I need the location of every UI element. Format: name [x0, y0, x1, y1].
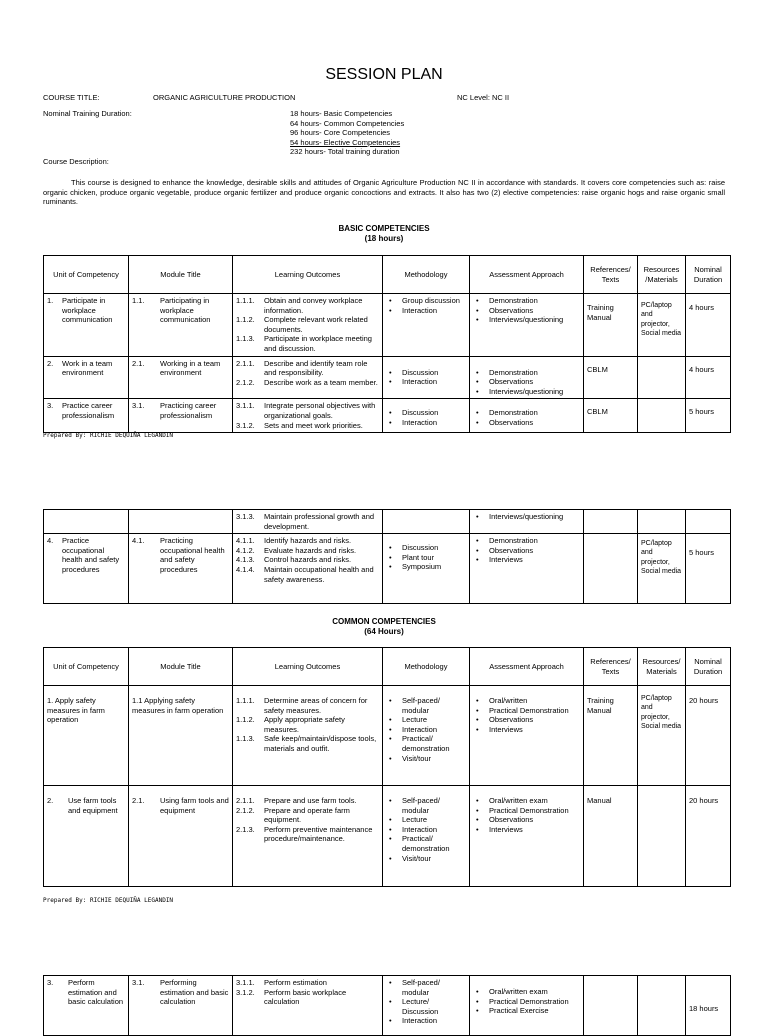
col-header-resources: Resources /Materials — [638, 256, 686, 294]
method-item: • Interaction — [386, 418, 466, 428]
outcome-item: 2.1.2. Prepare and operate farm equipment. — [236, 805, 350, 825]
bullet-icon: • — [476, 296, 479, 305]
basic-competencies-table — [43, 255, 731, 433]
assessment-item: • Observations — [473, 306, 580, 316]
unit-title: Participate in workplace communication — [62, 296, 113, 325]
duration-cell: 5 hours — [686, 534, 731, 604]
method-item: • Discussion — [386, 543, 466, 553]
bullet-icon: • — [389, 815, 392, 825]
course-description — [43, 178, 725, 207]
table-row — [44, 294, 731, 357]
bullet-icon: • — [389, 377, 392, 387]
module-title: Performing estimation and basic calculation — [160, 978, 229, 1007]
method-item: • Discussion — [386, 368, 466, 378]
outcome-item: 4.1.3. Control hazards and risks. — [236, 555, 352, 565]
unit-number: 3. — [47, 978, 54, 987]
outcome-item: 1.1.1. Determine areas of concern for safety measures. — [236, 696, 368, 715]
outcome-item: 2.1.1. Describe and identify team role and responsibility. — [236, 358, 368, 378]
method-item: • Interaction — [386, 1016, 466, 1026]
duration-cell: 18 hours — [686, 976, 731, 1036]
assessment-item: • Observations — [473, 715, 580, 725]
assessment-item: • Oral/written — [473, 696, 580, 706]
unit-number: 2. — [47, 358, 54, 368]
module-number: 3.1. — [132, 978, 145, 987]
duration-elective: 54 hours- Elective Competencies — [290, 137, 401, 147]
course-description-text: This course is designed to enhance the knowledge, desirable skills and attitudes of Organic Agriculture Production NC II in accordance with standards. It covers core competencies such as: raise organic chicken, produce organic vegetable, produce organic fertilizer and produce organic concoctions and extracts. It also has two (2) elective competencies: raise organic hogs and raise organic small ruminants. — [43, 178, 725, 207]
bullet-icon: • — [476, 987, 479, 996]
outcome-item: 3.1.3. Maintain professional growth and development. — [236, 512, 375, 531]
duration-cell: 4 hours — [686, 294, 731, 357]
module-title: Using farm tools and equipment — [160, 796, 229, 815]
method-item: • Practical/ demonstration — [386, 734, 466, 753]
outcome-item: 1.1.3. Safe keep/maintain/dispose tools, materials and outfit. — [236, 734, 377, 753]
common-competencies-table — [43, 647, 731, 887]
module-title: Practicing occupational health and safety procedures — [160, 536, 225, 574]
method-item: • Interaction — [386, 377, 466, 387]
bullet-icon: • — [389, 796, 392, 805]
description-label: Course Description: — [43, 157, 109, 166]
course-title-value: ORGANIC AGRICULTURE PRODUCTION — [153, 93, 296, 102]
bullet-icon: • — [476, 386, 479, 396]
bullet-icon: • — [389, 824, 392, 834]
bullet-icon: • — [476, 1006, 479, 1016]
unit-number: 3. — [47, 401, 54, 411]
bullet-icon: • — [389, 978, 392, 987]
module-number: 4.1. — [132, 536, 145, 546]
table-row — [44, 534, 731, 604]
bullet-icon: • — [476, 824, 479, 834]
bullet-icon: • — [476, 536, 479, 546]
bullet-icon: • — [389, 562, 392, 572]
bullet-icon: • — [476, 724, 479, 734]
unit-number: 4. — [47, 536, 54, 546]
table-row — [44, 510, 731, 534]
module-title: Working in a team environment — [160, 358, 221, 378]
assessment-item: • Interviews/questioning — [473, 315, 580, 325]
col-header-duration: Nominal Duration — [686, 648, 731, 686]
method-item: • Plant tour — [386, 553, 466, 563]
common-section-subtitle: (64 Hours) — [364, 627, 404, 636]
bullet-icon: • — [476, 705, 479, 715]
page-title: SESSION PLAN — [325, 66, 443, 83]
duration-cell: 5 hours — [686, 399, 731, 433]
bullet-icon: • — [389, 1016, 392, 1026]
duration-label: Nominal Training Duration: — [43, 109, 132, 118]
outcome-item: 1.1.1. Obtain and convey workplace information. — [236, 296, 363, 315]
basic-section-title: BASIC COMPETENCIES — [338, 224, 430, 233]
duration-basic: 18 hours- Basic Competencies — [290, 109, 393, 118]
bullet-icon: • — [476, 805, 479, 815]
bullet-icon: • — [476, 796, 479, 805]
unit-title: Work in a team environment — [62, 358, 113, 378]
method-item: • Group discussion — [386, 296, 466, 306]
bullet-icon: • — [389, 724, 392, 734]
references-cell: Manual — [584, 786, 638, 887]
resources-cell — [638, 356, 686, 399]
col-header-outcomes: Learning Outcomes — [233, 256, 383, 294]
method-item: • Visit/tour — [386, 854, 466, 864]
resources-cell: PC/laptop and projector, Social media — [638, 294, 686, 357]
col-header-module: Module Title — [129, 256, 233, 294]
bullet-icon: • — [476, 305, 479, 315]
col-header-methodology: Methodology — [383, 256, 470, 294]
bullet-icon: • — [476, 696, 479, 705]
assessment-item: • Demonstration — [473, 536, 580, 546]
course-title-label: COURSE TITLE: — [43, 93, 100, 102]
resources-cell — [638, 786, 686, 887]
bullet-icon: • — [476, 815, 479, 825]
method-item: • Lecture — [386, 715, 466, 725]
outcome-item: 3.1.1. Integrate personal objectives with organizational goals. — [236, 401, 376, 420]
module-number: 2.1. — [132, 358, 145, 368]
col-header-references: References/ Texts — [584, 648, 638, 686]
col-header-unit: Unit of Competency — [44, 256, 129, 294]
references-cell: Training Manual — [584, 686, 638, 786]
bullet-icon: • — [476, 408, 479, 418]
nc-level: NC Level: NC II — [457, 93, 510, 102]
assessment-item: • Interviews — [473, 555, 580, 565]
assessment-item: • Practical Demonstration — [473, 706, 580, 716]
method-item: • Lecture — [386, 815, 466, 825]
outcome-item: 4.1.4. Maintain occupational health and safety awareness. — [236, 564, 374, 584]
bullet-icon: • — [389, 997, 392, 1007]
table-row — [44, 399, 731, 433]
unit-title: 1. Apply safety measures in farm operation — [44, 686, 129, 786]
assessment-item: • Interviews — [473, 725, 580, 735]
table-row — [44, 976, 731, 1036]
bullet-icon: • — [389, 552, 392, 562]
duration-common: 64 hours- Common Competencies — [290, 118, 405, 128]
bullet-icon: • — [389, 408, 392, 418]
references-cell: CBLM — [584, 356, 638, 399]
bullet-icon: • — [476, 417, 479, 427]
table-header-row — [44, 256, 731, 294]
col-header-assessment: Assessment Approach — [470, 648, 584, 686]
col-header-unit: Unit of Competency — [44, 648, 129, 686]
method-item: • Symposium — [386, 562, 466, 572]
bullet-icon: • — [389, 543, 392, 553]
duration-core: 96 hours- Core Competencies — [290, 128, 391, 138]
method-item: • Interaction — [386, 306, 466, 316]
table-row — [44, 686, 731, 786]
bullet-icon: • — [389, 696, 392, 705]
method-item: • Self-paced/ modular — [386, 978, 466, 997]
duration-cell: 4 hours — [686, 356, 731, 399]
method-item: • Self-paced/ modular — [386, 696, 466, 715]
unit-number: 1. — [47, 296, 54, 305]
bullet-icon: • — [389, 853, 392, 863]
col-header-duration: Nominal Duration — [686, 256, 731, 294]
module-title: 1.1 Applying safety measures in farm operation — [129, 686, 233, 786]
outcome-item: 3.1.2. Sets and meet work priorities. — [236, 420, 363, 430]
col-header-methodology: Methodology — [383, 648, 470, 686]
method-item: • Lecture/ Discussion — [386, 997, 466, 1016]
outcome-item: 2.1.2. Describe work as a team member. — [236, 377, 378, 387]
bullet-icon: • — [476, 315, 479, 325]
common-section-title: COMMON COMPETENCIES — [332, 617, 436, 626]
assessment-item: • Oral/written exam — [473, 796, 580, 806]
method-item: • Discussion — [386, 408, 466, 418]
module-number: 3.1. — [132, 401, 145, 411]
method-item: • Practical/ demonstration — [386, 834, 466, 853]
bullet-icon: • — [389, 715, 392, 725]
assessment-item: • Interviews/questioning — [473, 387, 580, 397]
module-number: 1.1. — [132, 296, 145, 305]
basic-section-subtitle: (18 hours) — [364, 234, 404, 243]
table-header-row — [44, 648, 731, 686]
bullet-icon: • — [389, 734, 392, 744]
unit-title: Use farm tools and equipment — [68, 796, 118, 815]
assessment-item: • Interviews — [473, 825, 580, 835]
outcome-item: 3.1.1. Perform estimation — [236, 978, 327, 987]
bullet-icon: • — [389, 296, 392, 305]
method-item: • Visit/tour — [386, 754, 466, 764]
bullet-icon: • — [476, 377, 479, 387]
bullet-icon: • — [389, 753, 392, 763]
resources-cell: PC/laptop and projector, Social media — [638, 534, 686, 604]
col-header-assessment: Assessment Approach — [470, 256, 584, 294]
col-header-module: Module Title — [129, 648, 233, 686]
outcome-item: 3.1.2. Perform basic workplace calculation — [236, 987, 347, 1007]
assessment-item: • Observations — [473, 815, 580, 825]
bullet-icon: • — [476, 555, 479, 565]
references-cell: Training Manual — [584, 294, 638, 357]
assessment-item: • Oral/written exam — [473, 987, 580, 997]
unit-title: Practice occupational health and safety procedures — [62, 536, 120, 574]
table-row — [44, 356, 731, 399]
assessment-item: • Demonstration — [473, 368, 580, 378]
duration-cell: 20 hours — [686, 786, 731, 887]
assessment-item: • Observations — [473, 546, 580, 556]
bullet-icon: • — [389, 305, 392, 315]
col-header-resources: Resources/ Materials — [638, 648, 686, 686]
prepared-by: Prepared By: RICHIE DEQUIÑA LEGANDIN — [43, 897, 174, 904]
duration-list — [290, 109, 404, 157]
duration-total: 232 hours- Total training duration — [290, 147, 400, 157]
assessment-item: • Practical Exercise — [473, 1006, 580, 1016]
method-item: • Self-paced/ modular — [386, 796, 466, 815]
outcome-item: 1.1.2. Complete relevant work related documents. — [236, 315, 368, 334]
assessment-item: • Interviews/questioning — [473, 512, 580, 522]
bullet-icon: • — [476, 367, 479, 377]
col-header-outcomes: Learning Outcomes — [233, 648, 383, 686]
unit-title: Perform estimation and basic calculation — [68, 978, 124, 1007]
bullet-icon: • — [476, 715, 479, 725]
common-competencies-table-continued — [43, 975, 731, 1036]
assessment-item: • Demonstration — [473, 408, 580, 418]
basic-competencies-table-continued — [43, 509, 731, 604]
bullet-icon: • — [476, 512, 479, 521]
resources-cell — [638, 399, 686, 433]
prepared-by: Prepared By: RICHIE DEQUIÑA LEGANDIN — [43, 432, 174, 439]
assessment-item: • Practical Demonstration — [473, 806, 580, 816]
assessment-item: • Practical Demonstration — [473, 997, 580, 1007]
outcome-item: 1.1.2. Apply appropriate safety measures. — [236, 715, 345, 734]
outcome-item: 4.1.1. Identify hazards and risks. — [236, 536, 352, 546]
bullet-icon: • — [389, 417, 392, 427]
outcome-item: 2.1.1. Prepare and use farm tools. — [236, 796, 357, 805]
module-title: Participating in workplace communication — [160, 296, 211, 325]
unit-number: 2. — [47, 796, 54, 805]
bullet-icon: • — [389, 367, 392, 377]
method-item: • Interaction — [386, 825, 466, 835]
unit-title: Practice career professionalism — [62, 401, 115, 420]
resources-cell: PC/laptop and projector, Social media — [638, 686, 686, 786]
outcome-item: 2.1.3. Perform preventive maintenance procedure/maintenance. — [236, 824, 373, 844]
assessment-item: • Demonstration — [473, 296, 580, 306]
assessment-item: • Observations — [473, 377, 580, 387]
outcome-item: 4.1.2. Evaluate hazards and risks. — [236, 545, 357, 555]
module-number: 2.1. — [132, 796, 145, 805]
col-header-references: References/ Texts — [584, 256, 638, 294]
outcome-item: 1.1.3. Participate in workplace meeting and discussion. — [236, 334, 372, 353]
references-cell: CBLM — [584, 399, 638, 433]
table-row — [44, 786, 731, 887]
duration-cell: 20 hours — [686, 686, 731, 786]
method-item: • Interaction — [386, 725, 466, 735]
bullet-icon: • — [389, 834, 392, 844]
bullet-icon: • — [476, 996, 479, 1006]
bullet-icon: • — [476, 545, 479, 555]
module-title: Practicing career professionalism — [160, 401, 217, 420]
assessment-item: • Observations — [473, 418, 580, 428]
